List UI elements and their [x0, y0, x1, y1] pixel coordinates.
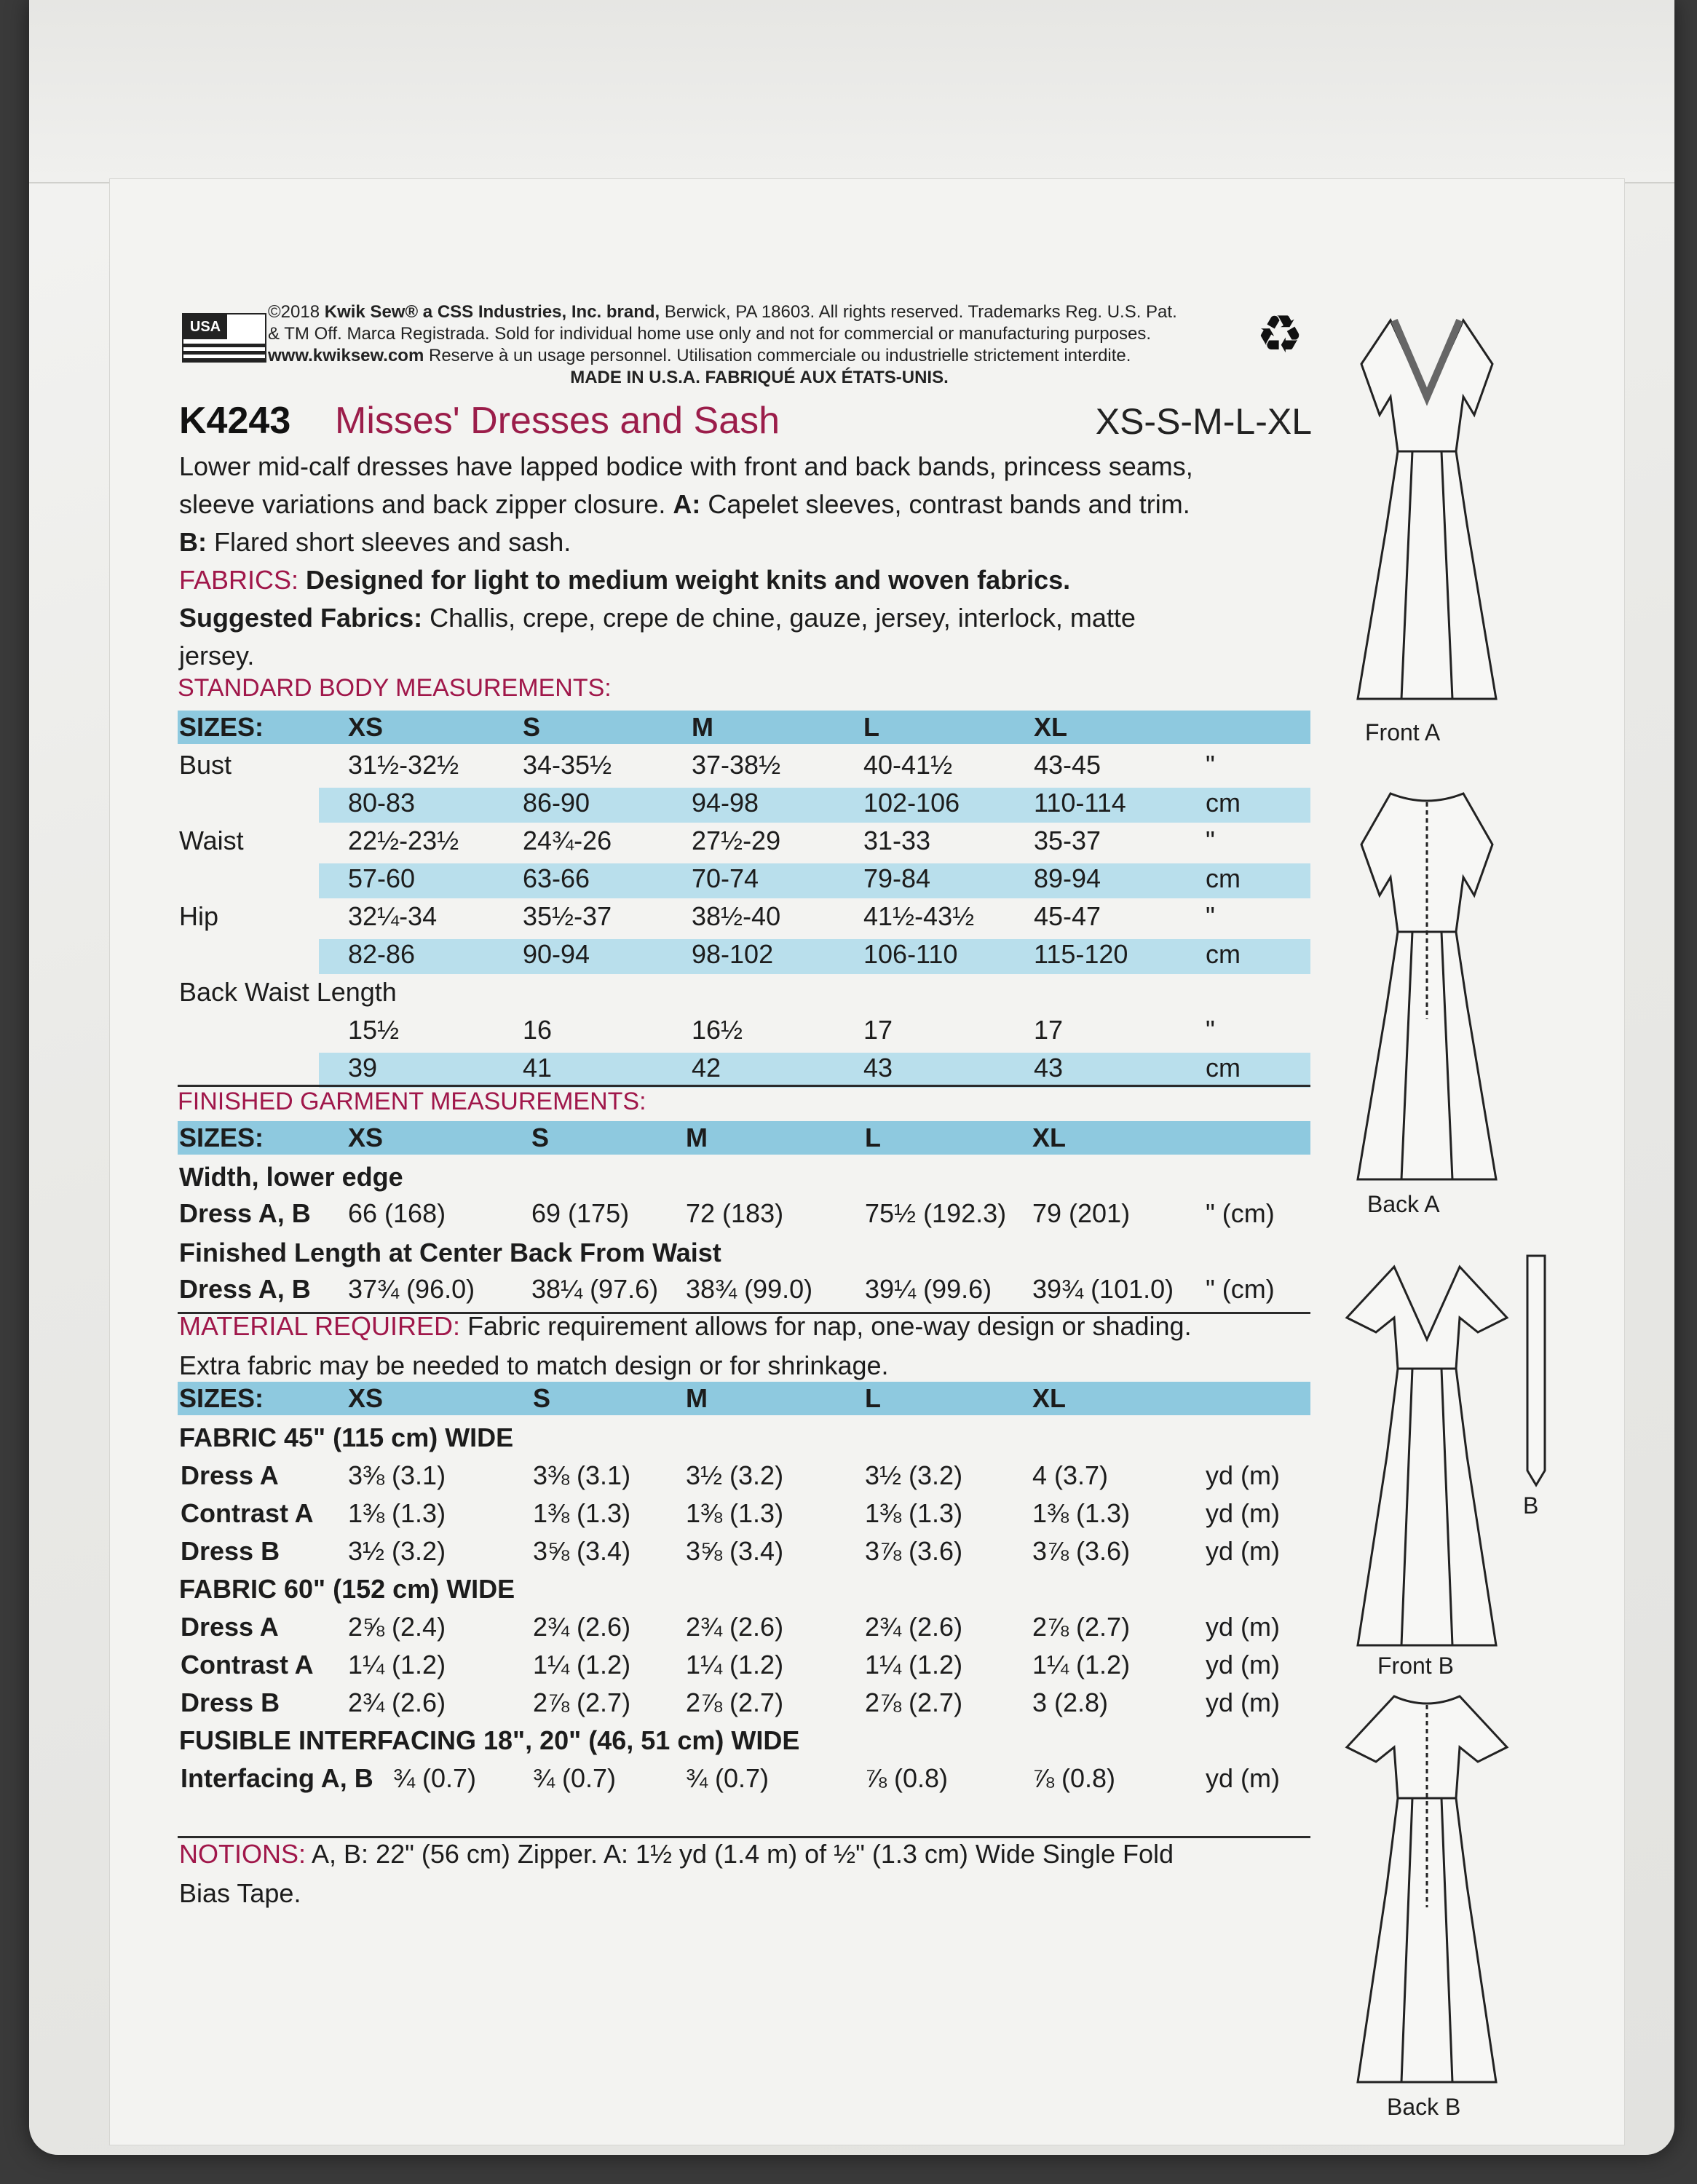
unit-label: cm: [1206, 939, 1241, 969]
view-b-label: B:: [179, 527, 207, 557]
usa-flag-label: USA: [183, 314, 227, 339]
description-line: Lower mid-calf dresses have lapped bodice with front and back bands, princess seams,: [179, 451, 1193, 481]
measurement-label: Bust: [179, 750, 232, 780]
pattern-title: Misses' Dresses and Sash: [335, 400, 780, 442]
measurement-value: 42: [692, 1053, 721, 1083]
yardage-value: 3½ (3.2): [686, 1460, 784, 1490]
size-header: XS: [348, 712, 384, 742]
yardage-value: 2¾ (2.6): [533, 1612, 631, 1642]
yardage-value: 3 (2.8): [1032, 1688, 1109, 1717]
yardage-value: 2⅞ (2.7): [1032, 1612, 1131, 1642]
row-label: Dress A: [181, 1460, 279, 1490]
yardage-value: 1¼ (1.2): [865, 1650, 963, 1679]
unit-label: ": [1206, 1015, 1215, 1045]
unit-label: ": [1206, 826, 1215, 855]
unit-label: " (cm): [1206, 1198, 1275, 1228]
row-label: Dress A, B: [179, 1198, 311, 1228]
yardage-value: 1⅜ (1.3): [1032, 1498, 1131, 1528]
yardage-value: 1¼ (1.2): [686, 1650, 784, 1679]
row-label: Dress A: [181, 1612, 279, 1642]
yardage-value: 1¼ (1.2): [1032, 1650, 1131, 1679]
description-line: Flared short sleeves and sash.: [207, 527, 571, 557]
unit-label: ": [1206, 750, 1215, 780]
suggested-fabrics-text: Challis, crepe, crepe de chine, gauze, jersey, interlock, matte: [422, 603, 1136, 633]
row-label: Dress A, B: [179, 1274, 311, 1304]
description-line: Capelet sleeves, contrast bands and trim.: [700, 489, 1190, 519]
size-header: XL: [1034, 712, 1068, 742]
measurement-value: 34-35½: [523, 750, 612, 780]
yardage-value: 2¾ (2.6): [348, 1688, 446, 1717]
size-header: XS: [348, 1383, 384, 1413]
description-line: sleeve variations and back zipper closure.: [179, 489, 673, 519]
row-label: Contrast A: [181, 1650, 314, 1679]
copyright-rest: Berwick, PA 18603. All rights reserved. Trademarks Reg. U.S. Pat.: [660, 302, 1177, 322]
measurement-label: Finished Length at Center Back From Waist: [179, 1238, 721, 1267]
yardage-value: 3½ (3.2): [865, 1460, 963, 1490]
size-header: S: [533, 1383, 551, 1413]
measurement-value: 35-37: [1034, 826, 1101, 855]
yardage-value: 1⅜ (1.3): [686, 1498, 784, 1528]
suggested-fabrics-label: Suggested Fabrics:: [179, 603, 423, 633]
measurement-value: 72 (183): [686, 1198, 784, 1228]
measurement-value: 37-38½: [692, 750, 781, 780]
measurement-value: 38¾ (99.0): [686, 1274, 813, 1304]
pattern-code: K4243: [179, 400, 291, 442]
back-b-label: Back B: [1387, 2094, 1461, 2120]
unit-label: cm: [1206, 788, 1241, 818]
material-heading: MATERIAL REQUIRED:: [179, 1311, 461, 1341]
measurement-value: 24¾-26: [523, 826, 612, 855]
yardage-value: ¾ (0.7): [686, 1763, 770, 1793]
row-label: Interfacing A, B: [181, 1763, 373, 1793]
sizes-label: SIZES:: [179, 712, 264, 742]
unit-label: yd (m): [1206, 1612, 1280, 1642]
measurement-value: 15½: [348, 1015, 400, 1045]
yardage-value: 3⅞ (3.6): [1032, 1536, 1131, 1566]
yardage-value: 2¾ (2.6): [686, 1612, 784, 1642]
measurement-value: 75½ (192.3): [865, 1198, 1007, 1228]
fabric-width-label: FABRIC 45" (115 cm) WIDE: [179, 1423, 514, 1452]
measurement-value: 43: [863, 1053, 893, 1083]
size-header: M: [686, 1123, 708, 1152]
measurement-value: 31½-32½: [348, 750, 459, 780]
measurement-value: 39: [348, 1053, 378, 1083]
size-header: XL: [1032, 1123, 1067, 1152]
size-range: XS-S-M-L-XL: [1095, 401, 1312, 442]
view-a-label: A:: [673, 489, 701, 519]
sash-b-illustration: [1522, 1252, 1551, 1492]
measurement-value: 57-60: [348, 863, 416, 893]
pattern-title-line: [179, 399, 1312, 446]
usa-flag-logo: [182, 313, 266, 363]
measurement-value: 37¾ (96.0): [348, 1274, 475, 1304]
measurement-value: 90-94: [523, 939, 590, 969]
measurement-value: 69 (175): [531, 1198, 630, 1228]
yardage-value: 3⅜ (3.1): [348, 1460, 446, 1490]
measurement-value: 115-120: [1034, 939, 1128, 969]
fabrics-heading: FABRICS:: [179, 565, 299, 595]
measurement-value: 80-83: [348, 788, 416, 818]
unit-label: ": [1206, 901, 1215, 931]
measurement-label: Width, lower edge: [179, 1162, 403, 1192]
yardage-value: 1⅜ (1.3): [533, 1498, 631, 1528]
measurement-value: 45-47: [1034, 901, 1101, 931]
unit-label: " (cm): [1206, 1274, 1275, 1304]
made-in-usa: MADE IN U.S.A. FABRIQUÉ AUX ÉTATS-UNIS.: [570, 368, 949, 387]
fabric-width-label: FABRIC 60" (152 cm) WIDE: [179, 1574, 515, 1604]
measurement-value: 27½-29: [692, 826, 781, 855]
front-b-illustration: [1332, 1252, 1522, 1660]
copyright-prefix: ©2018: [268, 302, 325, 322]
notions-heading: NOTIONS:: [179, 1839, 306, 1869]
measurement-value: 94-98: [692, 788, 759, 818]
measurement-value: 17: [1034, 1015, 1064, 1045]
unit-label: yd (m): [1206, 1688, 1280, 1717]
yardage-value: 2⅝ (2.4): [348, 1612, 446, 1642]
measurement-value: 41: [523, 1053, 553, 1083]
size-header: L: [865, 1123, 881, 1152]
measurement-label: Hip: [179, 901, 219, 931]
sash-b-label: B: [1523, 1492, 1539, 1519]
fabric-width-label: FUSIBLE INTERFACING 18", 20" (46, 51 cm) WIDE: [179, 1725, 800, 1755]
yardage-value: ¾ (0.7): [533, 1763, 617, 1793]
measurement-value: 17: [863, 1015, 893, 1045]
usage-notice: & TM Off. Marca Registrada. Sold for individual home use only and not for commercial or manufacturing purposes.: [268, 324, 1152, 344]
measurement-value: 40-41½: [863, 750, 953, 780]
fabrics-text: Designed for light to medium weight knits and woven fabrics.: [298, 565, 1071, 595]
website-link[interactable]: www.kwiksew.com: [268, 346, 424, 365]
measurement-value: 79-84: [863, 863, 931, 893]
front-b-label: Front B: [1377, 1653, 1454, 1679]
size-header: M: [686, 1383, 708, 1413]
cm-row-band: [319, 788, 1310, 823]
envelope-flap: [29, 0, 1674, 183]
yardage-value: 3⅞ (3.6): [865, 1536, 963, 1566]
material-text: Fabric requirement allows for nap, one-way design or shading.: [460, 1311, 1192, 1341]
yardage-value: 1¼ (1.2): [348, 1650, 446, 1679]
measurement-value: 16½: [692, 1015, 743, 1045]
yardage-value: 1⅜ (1.3): [348, 1498, 446, 1528]
back-a-illustration: [1340, 786, 1514, 1194]
cm-row-band: [319, 1053, 1310, 1088]
measurement-value: 102-106: [863, 788, 960, 818]
yardage-value: 2⅞ (2.7): [686, 1688, 784, 1717]
back-a-label: Back A: [1367, 1191, 1440, 1217]
size-header: XS: [348, 1123, 384, 1152]
measurement-value: 16: [523, 1015, 553, 1045]
unit-label: yd (m): [1206, 1650, 1280, 1679]
measurement-value: 22½-23½: [348, 826, 459, 855]
measurement-value: 66 (168): [348, 1198, 446, 1228]
unit-label: yd (m): [1206, 1498, 1280, 1528]
cm-row-band: [319, 863, 1310, 898]
cm-row-band: [319, 939, 1310, 974]
brand-name: Kwik Sew® a CSS Industries, Inc. brand,: [324, 302, 660, 322]
yardage-value: 2¾ (2.6): [865, 1612, 963, 1642]
measurement-value: 39¼ (99.6): [865, 1274, 992, 1304]
measurement-value: 89-94: [1034, 863, 1101, 893]
notions-text: A, B: 22" (56 cm) Zipper. A: 1½ yd (1.4 m) of ½" (1.3 cm) Wide Single Fold: [306, 1839, 1174, 1869]
notions-text: Bias Tape.: [179, 1878, 301, 1908]
yardage-value: 3⅝ (3.4): [533, 1536, 631, 1566]
sizes-label: SIZES:: [179, 1123, 264, 1152]
measurement-label: Waist: [179, 826, 244, 855]
size-header: S: [531, 1123, 550, 1152]
measurement-value: 98-102: [692, 939, 774, 969]
size-header: S: [523, 712, 541, 742]
front-a-label: Front A: [1365, 719, 1441, 745]
yardage-value: ⅞ (0.8): [1032, 1763, 1116, 1793]
material-intro: [179, 1307, 1315, 1385]
standard-measurements-heading: STANDARD BODY MEASUREMENTS:: [178, 674, 612, 702]
measurement-value: 38¼ (97.6): [531, 1274, 659, 1304]
yardage-value: 3⅜ (3.1): [533, 1460, 631, 1490]
legal-notice: [268, 301, 1251, 389]
measurement-value: 82-86: [348, 939, 416, 969]
yardage-value: 3⅝ (3.4): [686, 1536, 784, 1566]
yardage-value: 4 (3.7): [1032, 1460, 1109, 1490]
unit-label: yd (m): [1206, 1763, 1280, 1793]
yardage-value: 3½ (3.2): [348, 1536, 446, 1566]
row-label: Contrast A: [181, 1498, 314, 1528]
measurement-value: 79 (201): [1032, 1198, 1131, 1228]
notions: [179, 1835, 1315, 1913]
recycle-icon: ♻: [1256, 306, 1304, 364]
yardage-value: 2⅞ (2.7): [865, 1688, 963, 1717]
yardage-value: 1¼ (1.2): [533, 1650, 631, 1679]
row-label: Dress B: [181, 1688, 280, 1717]
measurement-value: 70-74: [692, 863, 759, 893]
description: [179, 448, 1315, 675]
unit-label: yd (m): [1206, 1460, 1280, 1490]
front-a-illustration: [1340, 306, 1514, 713]
unit-label: cm: [1206, 1053, 1241, 1083]
unit-label: cm: [1206, 863, 1241, 893]
usage-notice-fr: Reserve à un usage personnel. Utilisation commerciale ou industrielle strictement interdite.: [424, 346, 1131, 365]
measurement-value: 31-33: [863, 826, 931, 855]
measurement-value: 38½-40: [692, 901, 781, 931]
divider: [178, 1085, 1310, 1087]
size-header: XL: [1032, 1383, 1067, 1413]
yardage-value: ¾ (0.7): [393, 1763, 477, 1793]
measurement-value: 39¾ (101.0): [1032, 1274, 1174, 1304]
suggested-fabrics-text: jersey.: [179, 641, 255, 670]
yardage-value: ⅞ (0.8): [865, 1763, 949, 1793]
measurement-value: 86-90: [523, 788, 590, 818]
finished-measurements-heading: FINISHED GARMENT MEASUREMENTS:: [178, 1088, 646, 1115]
measurement-value: 63-66: [523, 863, 590, 893]
measurement-value: 41½-43½: [863, 901, 975, 931]
back-b-illustration: [1332, 1689, 1522, 2097]
yardage-value: 1⅜ (1.3): [865, 1498, 963, 1528]
measurement-label: Back Waist Length: [179, 977, 397, 1007]
size-header: L: [865, 1383, 881, 1413]
sizes-label: SIZES:: [179, 1383, 264, 1413]
row-label: Dress B: [181, 1536, 280, 1566]
unit-label: yd (m): [1206, 1536, 1280, 1566]
measurement-value: 32¼-34: [348, 901, 438, 931]
size-header: L: [863, 712, 879, 742]
measurement-value: 106-110: [863, 939, 958, 969]
material-text: Extra fabric may be needed to match design or for shrinkage.: [179, 1350, 889, 1380]
measurement-value: 43-45: [1034, 750, 1101, 780]
yardage-value: 2⅞ (2.7): [533, 1688, 631, 1717]
measurement-value: 43: [1034, 1053, 1064, 1083]
measurement-value: 110-114: [1034, 788, 1126, 818]
size-header: M: [692, 712, 713, 742]
measurement-value: 35½-37: [523, 901, 612, 931]
